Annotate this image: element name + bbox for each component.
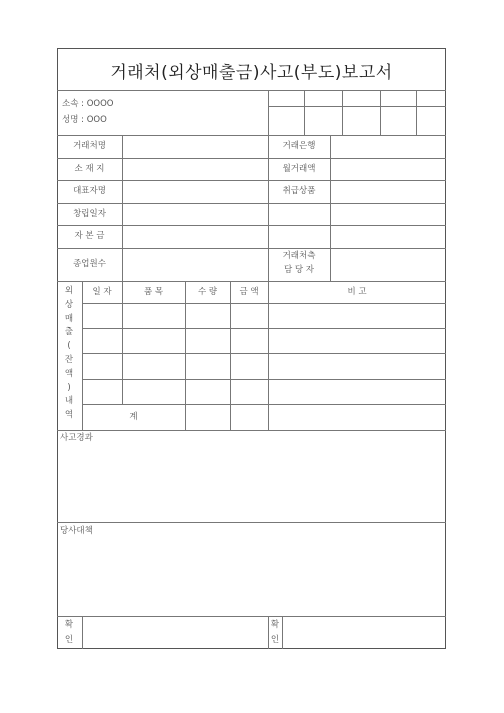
confirm-label-left: 확 인 bbox=[64, 620, 74, 645]
rule bbox=[122, 281, 123, 404]
report-form bbox=[57, 48, 446, 649]
rule bbox=[57, 135, 446, 136]
rule bbox=[122, 135, 123, 281]
rule bbox=[304, 90, 305, 135]
rule bbox=[57, 225, 446, 226]
representative-label: 대표자명 bbox=[73, 186, 106, 196]
form-title: 거래처(외상매출금)사고(부도)보고서 bbox=[110, 63, 393, 83]
contact-label-2: 담 당 자 bbox=[283, 265, 315, 275]
rule bbox=[282, 616, 283, 649]
rule bbox=[268, 281, 269, 430]
confirm-label-right: 확 인 bbox=[270, 620, 280, 645]
products-label: 취급상품 bbox=[282, 186, 316, 196]
column-amount: 금 액 bbox=[239, 287, 259, 297]
rule bbox=[82, 616, 83, 649]
employees-label: 종업원수 bbox=[73, 259, 106, 269]
rule bbox=[82, 353, 446, 354]
accident-progress-label: 사고경과 bbox=[60, 433, 93, 443]
capital-label: 자 본 금 bbox=[74, 231, 105, 241]
rule bbox=[57, 248, 446, 249]
rule bbox=[82, 303, 446, 304]
rule bbox=[57, 281, 446, 282]
contact-label-1: 거래처측 bbox=[282, 251, 316, 261]
rule bbox=[82, 379, 446, 380]
rule bbox=[380, 90, 381, 135]
rule bbox=[57, 158, 446, 159]
rule bbox=[57, 430, 446, 431]
column-date: 일 자 bbox=[92, 287, 112, 297]
rule bbox=[268, 90, 269, 135]
rule bbox=[230, 281, 231, 430]
rule bbox=[57, 180, 446, 181]
rule bbox=[57, 616, 446, 617]
receivables-section-title: 외 상 매 출 ( 잔 액 ) 내 역 bbox=[64, 286, 74, 421]
address-label: 소 재 지 bbox=[74, 164, 105, 174]
rule bbox=[268, 106, 446, 107]
bank-label: 거래은행 bbox=[282, 141, 316, 151]
rule bbox=[57, 90, 446, 91]
rule bbox=[185, 281, 186, 430]
total-label: 계 bbox=[129, 412, 138, 422]
column-quantity: 수 량 bbox=[197, 287, 218, 297]
founded-label: 창립일자 bbox=[73, 209, 106, 219]
column-note: 비 고 bbox=[347, 287, 367, 297]
affiliation-label: 소속 : OOOO bbox=[62, 99, 114, 109]
company-measures-label: 당사대책 bbox=[60, 526, 93, 536]
rule bbox=[416, 90, 417, 135]
name-label: 성명 : OOO bbox=[62, 115, 107, 125]
rule bbox=[82, 281, 83, 430]
monthly-amount-label: 월거래액 bbox=[282, 164, 316, 174]
rule bbox=[57, 203, 446, 204]
rule bbox=[57, 522, 446, 523]
client-name-label: 거래처명 bbox=[73, 141, 106, 151]
rule bbox=[330, 135, 331, 281]
column-item: 품 목 bbox=[143, 287, 164, 297]
rule bbox=[82, 404, 446, 405]
rule bbox=[342, 90, 343, 135]
rule bbox=[82, 328, 446, 329]
